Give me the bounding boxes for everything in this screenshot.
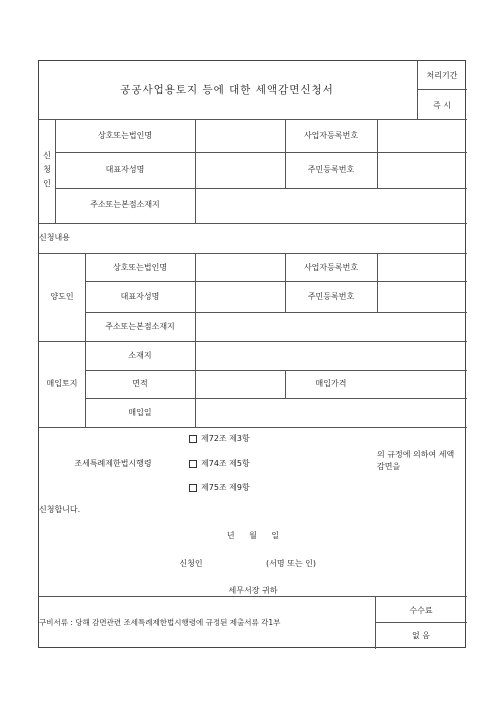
law-option-72-3[interactable]: 제72조 제3항 xyxy=(189,434,250,444)
rule xyxy=(195,253,196,427)
checkbox-icon[interactable] xyxy=(189,435,197,443)
transferor-rep-label: 대표자성명 xyxy=(120,292,160,301)
law-suffix-text: 의 규정에 의하여 세액감면을 xyxy=(377,450,455,471)
land-location-label: 소재지 xyxy=(128,351,152,360)
rule xyxy=(39,596,467,597)
applicant-rrn-label: 주민등록번호 xyxy=(307,165,355,174)
transferor-address-label: 주소또는본점소재지 xyxy=(105,322,175,331)
rule xyxy=(55,119,56,223)
rule xyxy=(377,119,378,188)
rule xyxy=(375,596,376,649)
rule xyxy=(39,253,467,254)
form-title: 공공사업용토지 등에 대한 세액감면신청서 xyxy=(120,84,334,96)
signature-hint: (서명 또는 인) xyxy=(266,559,316,568)
applicant-section-label: 신청인 xyxy=(43,151,51,188)
date-line: 년 월 일 xyxy=(226,531,280,540)
rule xyxy=(39,341,467,342)
processing-period-value: 즉 시 xyxy=(433,101,451,110)
attachment-note: 구비서류 : 당해 감면관련 조세특례제한법시행령에 규정된 제출서류 각1부 xyxy=(39,618,281,627)
transferor-rrn-label: 주민등록번호 xyxy=(307,292,355,301)
rule xyxy=(417,61,418,119)
tax-reduction-application-form xyxy=(38,60,466,648)
rule xyxy=(285,119,286,188)
rule xyxy=(195,119,196,223)
law-option-75-9[interactable]: 제75조 제9항 xyxy=(189,483,250,493)
rule xyxy=(417,89,467,90)
rule xyxy=(85,281,467,282)
law-label: 조세특례제한법시행령 xyxy=(74,459,152,468)
fee-label: 수수료 xyxy=(409,606,433,615)
recipient: 세무서장 귀하 xyxy=(228,586,278,595)
applicant-rep-label: 대표자성명 xyxy=(105,165,145,174)
rule xyxy=(375,622,467,623)
rule xyxy=(55,188,467,189)
rule xyxy=(55,152,467,153)
rule xyxy=(39,427,467,428)
rule xyxy=(85,253,86,427)
transferor-bizno-label: 사업자등록번호 xyxy=(303,263,359,272)
request-content-label: 신청내용 xyxy=(39,233,70,242)
rule xyxy=(85,370,467,371)
land-area-label: 면적 xyxy=(132,379,148,388)
applicant-name-label: 상호또는법인명 xyxy=(97,131,153,140)
fee-value: 없 음 xyxy=(412,631,430,640)
land-section-label: 매입토지 xyxy=(46,379,78,388)
land-price-label: 매입가격 xyxy=(315,379,347,388)
apply-text: 신청합니다. xyxy=(39,505,81,514)
checkbox-icon[interactable] xyxy=(189,484,197,492)
rule xyxy=(285,370,286,398)
rule xyxy=(85,312,467,313)
rule xyxy=(39,119,467,120)
processing-period-label: 처리기간 xyxy=(426,71,458,80)
transferor-section-label: 양도인 xyxy=(50,292,74,301)
rule xyxy=(285,253,286,312)
rule xyxy=(377,253,378,312)
transferor-name-label: 상호또는법인명 xyxy=(112,263,168,272)
signer-label: 신청인 xyxy=(179,559,203,568)
applicant-address-label: 주소또는본점소재지 xyxy=(90,200,160,209)
applicant-bizno-label: 사업자등록번호 xyxy=(303,131,359,140)
law-option-74-5[interactable]: 제74조 제5항 xyxy=(189,459,250,469)
rule xyxy=(39,223,467,224)
land-date-label: 매입일 xyxy=(128,408,152,417)
checkbox-icon[interactable] xyxy=(189,460,197,468)
rule xyxy=(85,398,467,399)
